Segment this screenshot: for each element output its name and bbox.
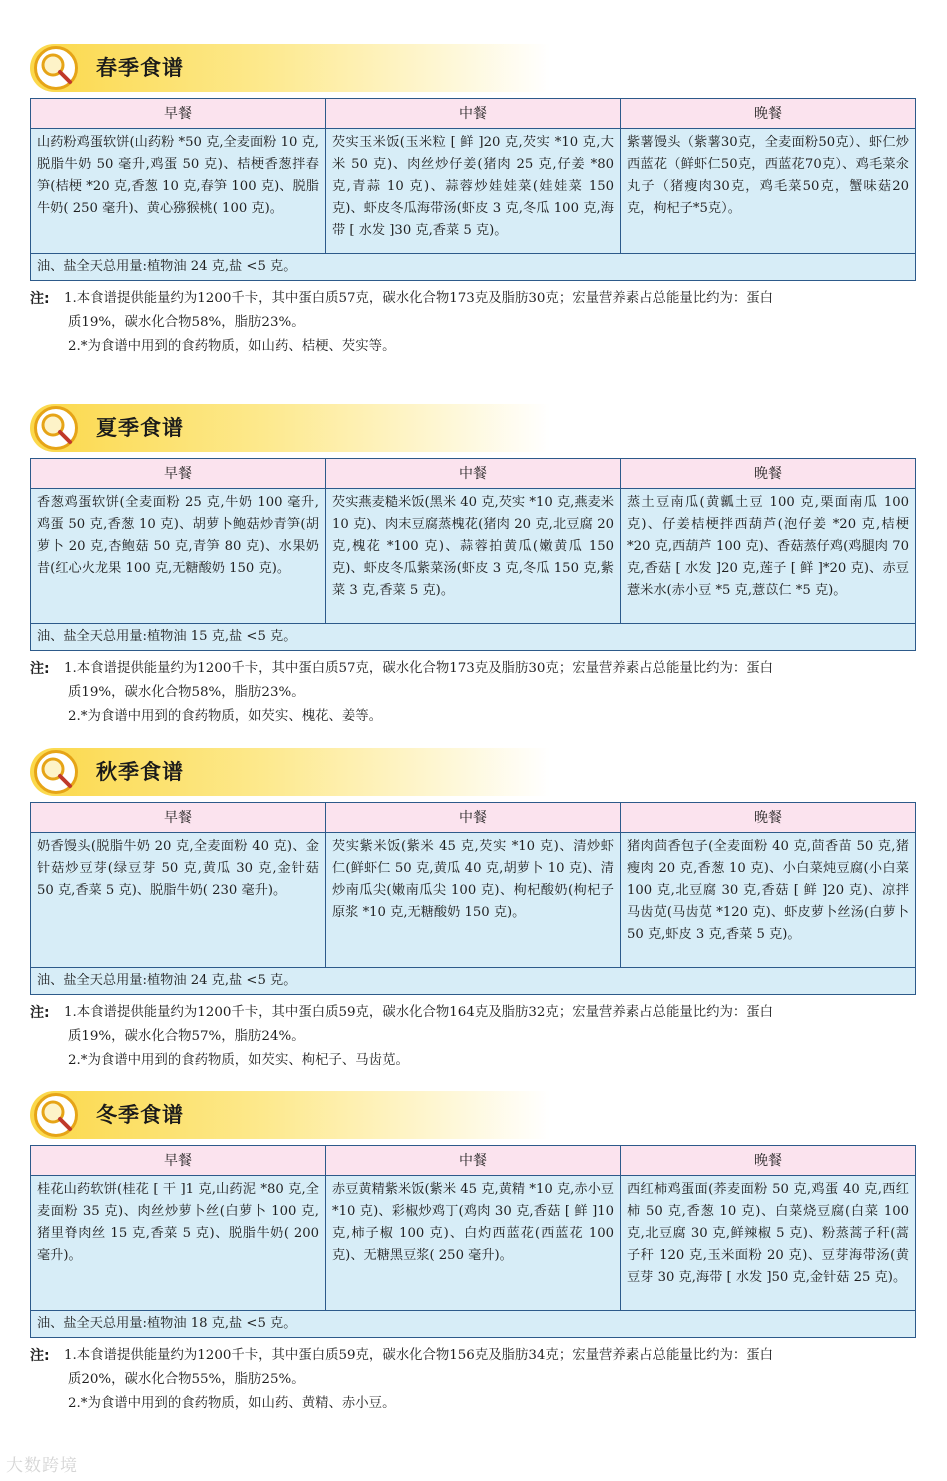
breakfast-header: 早餐 xyxy=(31,99,326,129)
dinner-header: 晚餐 xyxy=(621,803,916,833)
breakfast-header: 早餐 xyxy=(31,803,326,833)
notes xyxy=(30,287,918,359)
note-label: 注: xyxy=(30,1005,50,1021)
autumn-section xyxy=(30,748,918,1073)
oil-salt-row: 油、盐全天总用量:植物油 15 克,盐 <5 克。 xyxy=(31,624,916,651)
note-1-cont: 质19%，碳水化合物58%，脂肪23%。 xyxy=(68,685,305,700)
section-title: 冬季食谱 xyxy=(96,1102,184,1127)
section-banner xyxy=(30,44,550,92)
section-title: 夏季食谱 xyxy=(96,415,184,440)
section-title: 秋季食谱 xyxy=(96,759,184,784)
note-1: 1.本食谱提供能量约为1200千卡，其中蛋白质59克，碳水化合物156克及脂肪34克；宏量营养素占总能量比约为：蛋白 xyxy=(64,1348,774,1363)
breakfast-cell: 香葱鸡蛋软饼(全麦面粉 25 克,牛奶 100 毫升,鸡蛋 50 克,香葱 10 克)、胡萝卜鲍菇炒青笋(胡萝卜 20 克,杏鲍菇 50 克,青笋 80 克)、水果奶昔(红心火龙果 100 克,无糖酸奶 150 克)。 xyxy=(31,489,326,624)
oil-salt-row: 油、盐全天总用量:植物油 18 克,盐 <5 克。 xyxy=(31,1311,916,1338)
magnifier-icon xyxy=(34,1093,78,1137)
note-1-cont: 质19%，碳水化合物58%，脂肪23%。 xyxy=(68,315,305,330)
dinner-header: 晚餐 xyxy=(621,459,916,489)
spring-section xyxy=(30,44,918,359)
note-1: 1.本食谱提供能量约为1200千卡，其中蛋白质57克，碳水化合物173克及脂肪30克；宏量营养素占总能量比约为：蛋白 xyxy=(64,291,774,306)
lunch-header: 中餐 xyxy=(326,803,621,833)
section-banner xyxy=(30,404,550,452)
note-label: 注: xyxy=(30,661,50,677)
menu-table xyxy=(30,458,916,651)
note-1: 1.本食谱提供能量约为1200千卡，其中蛋白质59克，碳水化合物164克及脂肪32克；宏量营养素占总能量比约为：蛋白 xyxy=(64,1005,774,1020)
winter-section xyxy=(30,1091,918,1416)
dinner-header: 晚餐 xyxy=(621,99,916,129)
magnifier-icon xyxy=(34,750,78,794)
notes xyxy=(30,1344,918,1416)
section-banner xyxy=(30,748,550,796)
dinner-cell: 西红柿鸡蛋面(荞麦面粉 50 克,鸡蛋 40 克,西红柿 50 克,香葱 10 克)、白菜烧豆腐(白菜 100 克,北豆腐 30 克,鲜辣椒 5 克)、粉蒸蒿子秆(蒿子秆 120 克,玉米面粉 20 克)、豆芽海带汤(黄豆芽 30 克,海带 [ 水发 ]50 克,金针菇 25 克)。 xyxy=(621,1176,916,1311)
breakfast-cell: 山药粉鸡蛋软饼(山药粉 *50 克,全麦面粉 10 克,脱脂牛奶 50 毫升,鸡蛋 50 克)、桔梗香葱拌春笋(桔梗 *20 克,香葱 10 克,春笋 100 克)、脱脂牛奶( 250 毫升)、黄心猕猴桃( 100 克)。 xyxy=(31,129,326,254)
section-banner xyxy=(30,1091,550,1139)
note-label: 注: xyxy=(30,1348,50,1364)
lunch-cell: 芡实燕麦糙米饭(黑米 40 克,芡实 *10 克,燕麦米 10 克)、肉末豆腐蒸槐花(猪肉 20 克,北豆腐 20 克,槐花 *100 克)、蒜蓉拍黄瓜(嫩黄瓜 150 克)、虾皮冬瓜紫菜汤(虾皮 3 克,冬瓜 150 克,紫菜 3 克,香菜 5 克)。 xyxy=(326,489,621,624)
magnifier-icon xyxy=(34,406,78,450)
magnifier-icon xyxy=(34,46,78,90)
note-2: 2.*为食谱中用到的食药物质，如山药、桔梗、芡实等。 xyxy=(68,339,396,354)
oil-salt-row: 油、盐全天总用量:植物油 24 克,盐 <5 克。 xyxy=(31,968,916,995)
note-1-cont: 质19%，碳水化合物57%，脂肪24%。 xyxy=(68,1029,305,1044)
lunch-header: 中餐 xyxy=(326,1146,621,1176)
note-1-cont: 质20%，碳水化合物55%，脂肪25%。 xyxy=(68,1372,305,1387)
lunch-cell: 芡实紫米饭(紫米 45 克,芡实 *10 克)、清炒虾仁(鲜虾仁 50 克,黄瓜 40 克,胡萝卜 10 克)、清炒南瓜尖(嫩南瓜尖 100 克)、枸杞酸奶(枸杞子原浆 *10 克,无糖酸奶 150 克)。 xyxy=(326,833,621,968)
breakfast-cell: 桂花山药软饼(桂花 [ 干 ]1 克,山药泥 *80 克,全麦面粉 35 克)、肉丝炒萝卜丝(白萝卜 100 克,猪里脊肉丝 15 克,香菜 5 克)、脱脂牛奶( 200 毫升)。 xyxy=(31,1176,326,1311)
note-label: 注: xyxy=(30,291,50,307)
notes xyxy=(30,1001,918,1073)
breakfast-header: 早餐 xyxy=(31,1146,326,1176)
lunch-cell: 芡实玉米饭(玉米粒 [ 鲜 ]20 克,芡实 *10 克,大米 50 克)、肉丝炒仔姜(猪肉 25 克,仔姜 *80 克,青蒜 10 克)、蒜蓉炒娃娃菜(娃娃菜 150 克)、虾皮冬瓜海带汤(虾皮 3 克,冬瓜 100 克,海带 [ 水发 ]30 克,香菜 5 克)。 xyxy=(326,129,621,254)
dinner-cell: 蒸土豆南瓜(黄瓤土豆 100 克,栗面南瓜 100 克)、仔姜桔梗拌西葫芦(泡仔姜 *20 克,桔梗 *20 克,西葫芦 100 克)、香菇蒸仔鸡(鸡腿肉 70 克,香菇 [ 水发 ]20 克,莲子 [ 鲜 ]*20 克)、赤豆薏米水(赤小豆 *5 克,薏苡仁 *5 克)。 xyxy=(621,489,916,624)
section-title: 春季食谱 xyxy=(96,55,184,80)
lunch-cell: 赤豆黄精紫米饭(紫米 45 克,黄精 *10 克,赤小豆 *10 克)、彩椒炒鸡丁(鸡肉 30 克,香菇 [ 鲜 ]10 克,柿子椒 100 克)、白灼西蓝花(西蓝花 100 克)、无糖黑豆浆( 250 毫升)。 xyxy=(326,1176,621,1311)
note-1: 1.本食谱提供能量约为1200千卡，其中蛋白质57克，碳水化合物173克及脂肪30克；宏量营养素占总能量比约为：蛋白 xyxy=(64,661,774,676)
lunch-header: 中餐 xyxy=(326,99,621,129)
note-2: 2.*为食谱中用到的食药物质，如芡实、枸杞子、马齿苋。 xyxy=(68,1053,409,1068)
note-2: 2.*为食谱中用到的食药物质，如芡实、槐花、姜等。 xyxy=(68,709,383,724)
dinner-cell: 猪肉茴香包子(全麦面粉 40 克,茴香苗 50 克,猪瘦肉 20 克,香葱 10 克)、小白菜炖豆腐(小白菜 100 克,北豆腐 30 克,香菇 [ 鲜 ]20 克)、凉拌马齿苋(马齿苋 *120 克)、虾皮萝卜丝汤(白萝卜 50 克,虾皮 3 克,香菜 5 克)。 xyxy=(621,833,916,968)
watermark: 大数跨境 xyxy=(6,1456,78,1476)
breakfast-cell: 奶香馒头(脱脂牛奶 20 克,全麦面粉 40 克)、金针菇炒豆芽(绿豆芽 50 克,黄瓜 30 克,金针菇 50 克,香菜 5 克)、脱脂牛奶( 230 毫升)。 xyxy=(31,833,326,968)
dinner-header: 晚餐 xyxy=(621,1146,916,1176)
lunch-header: 中餐 xyxy=(326,459,621,489)
breakfast-header: 早餐 xyxy=(31,459,326,489)
menu-table xyxy=(30,802,916,995)
notes xyxy=(30,657,918,729)
note-2: 2.*为食谱中用到的食药物质，如山药、黄精、赤小豆。 xyxy=(68,1396,396,1411)
menu-table xyxy=(30,98,916,281)
dinner-cell: 紫薯馒头（紫薯30克，全麦面粉50克）、虾仁炒西蓝花（鲜虾仁50克，西蓝花70克）、鸡毛菜氽丸子（猪瘦肉30克，鸡毛菜50克，蟹味菇20克，枸杞子*5克）。 xyxy=(621,129,916,254)
summer-section xyxy=(30,404,918,729)
oil-salt-row: 油、盐全天总用量:植物油 24 克,盐 <5 克。 xyxy=(31,254,916,281)
menu-table xyxy=(30,1145,916,1338)
